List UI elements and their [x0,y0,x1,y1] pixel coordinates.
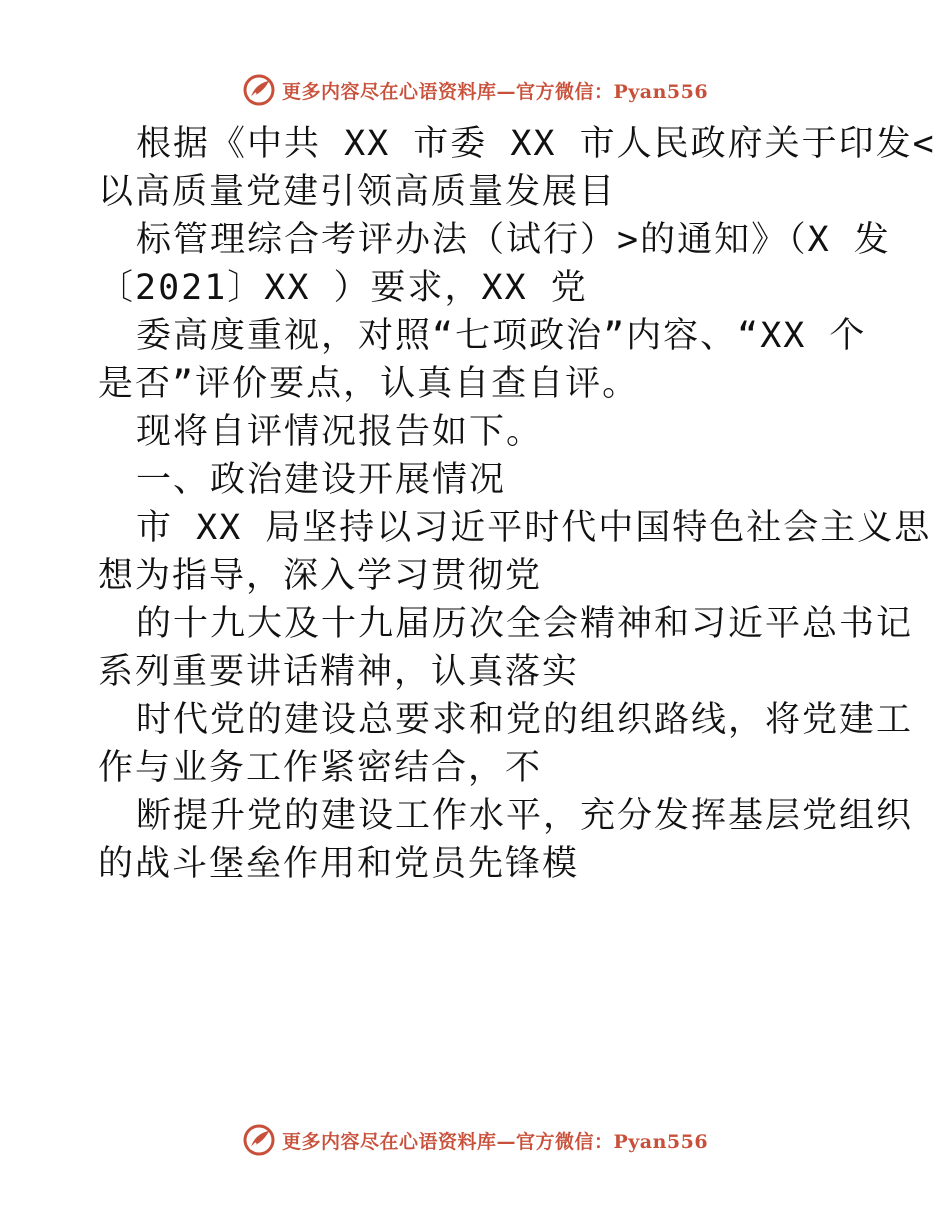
leaf-pen-logo-icon [242,73,276,107]
document-body [98,120,936,888]
section-heading: 一、政治建设开展情况 [136,460,507,500]
paragraph-line: 委高度重视，对照“七项政治”内容、“XX 个 [136,316,867,356]
watermark-footer [0,1120,950,1160]
paragraph-line: 时代党的建设总要求和党的组织路线，将党建工 [136,700,914,740]
paragraph-line: 是否”评价要点，认真自查自评。 [98,364,640,404]
paragraph-line: 作与业务工作紧密结合，不 [98,748,543,788]
paragraph-line: 市 XX 局坚持以习近平时代中国特色社会主义思 [136,508,932,548]
paragraph-line: 的战斗堡垒作用和党员先锋模 [98,844,580,884]
paragraph-line: 现将自评情况报告如下。 [136,412,544,452]
paragraph-line: 想为指导，深入学习贯彻党 [98,556,543,596]
paragraph-line: 以高质量党建引领高质量发展目 [98,172,617,212]
leaf-pen-logo-icon [242,1123,276,1157]
paragraph-line: 标管理综合考评办法（试行）>的通知》（X 发 [136,220,891,260]
paragraph-line: 根据《中共 XX 市委 XX 市人民政府关于印发< [136,124,936,164]
paragraph-line: 〔2021〕XX ）要求，XX 党 [98,268,588,308]
watermark-text: 更多内容尽在心语资料库—官方微信：Pyan556 [281,80,709,103]
paragraph-line: 断提升党的建设工作水平，充分发挥基层党组织 [136,796,914,836]
watermark-text: 更多内容尽在心语资料库—官方微信：Pyan556 [281,1130,709,1153]
watermark-header [0,70,950,110]
paragraph-line: 系列重要讲话精神，认真落实 [98,652,580,692]
paragraph-line: 的十九大及十九届历次全会精神和习近平总书记 [136,604,914,644]
